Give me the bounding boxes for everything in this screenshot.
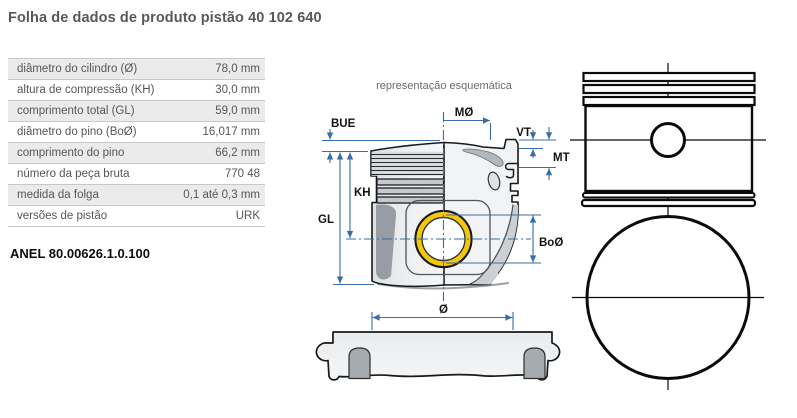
spec-value: 59,0 mm (215, 105, 260, 117)
spec-label: comprimento do pino (17, 147, 125, 159)
skirt-section (316, 332, 559, 380)
spec-value: URK (235, 210, 260, 222)
spec-label: comprimento total (GL) (17, 105, 135, 117)
table-row (8, 164, 265, 185)
top-view-circle (587, 217, 749, 379)
schematic-caption: representação esquemática (376, 80, 512, 92)
side-view-pin-hole (652, 124, 685, 157)
piston-cross-section (371, 140, 518, 289)
table-row (8, 206, 265, 227)
piston-right-half (444, 140, 518, 286)
spec-label: número da peça bruta (17, 168, 130, 180)
boss-shadow (376, 205, 396, 280)
ring-grooves (377, 179, 444, 203)
spec-value: 66,2 mm (215, 147, 260, 159)
skirt-slot-left (349, 348, 370, 379)
spec-label: diâmetro do pino (BoØ) (17, 126, 137, 138)
crown-underside (463, 149, 503, 166)
dim-label-mt: MT (553, 152, 570, 164)
spec-label: medida da folga (17, 189, 99, 201)
dim-label-kh: KH (354, 187, 371, 199)
spec-value: 0,1 até 0,3 mm (183, 189, 260, 201)
dim-label-boo: BoØ (539, 237, 564, 249)
ring-fine-lines (372, 155, 444, 175)
dim-label-o: Ø (439, 304, 448, 316)
groove-hook (506, 164, 518, 178)
dim-label-vt: VT (516, 127, 531, 139)
side-view-body (586, 106, 753, 191)
spec-label: versões de pistão (17, 210, 108, 222)
piston-left-half (371, 143, 444, 287)
piston-top-view (572, 217, 764, 379)
spec-label: altura de compressão (KH) (17, 84, 155, 96)
pin-bore (416, 211, 472, 267)
table-row (8, 80, 265, 101)
spec-label: diâmetro do cilindro (Ø) (17, 63, 138, 75)
spec-value: 78,0 mm (215, 63, 260, 75)
page-title: Folha de dados de produto pistão 40 102 640 (8, 10, 322, 26)
pin-window (406, 201, 490, 275)
dim-label-mo: MØ (454, 107, 474, 119)
table-row (8, 122, 265, 143)
dim-label-gl: GL (318, 214, 334, 226)
table-row (8, 101, 265, 122)
table-row (8, 59, 265, 80)
spec-value: 770 48 (224, 168, 260, 180)
skirt-slot-right (524, 348, 545, 379)
dimension-lines (322, 112, 556, 330)
spec-table (8, 58, 265, 227)
spec-value: 30,0 mm (215, 84, 260, 96)
oil-hole (486, 171, 501, 191)
table-row (8, 143, 265, 164)
dim-label-bue: BUE (331, 118, 356, 130)
table-row (8, 185, 265, 206)
spec-value: 16,017 mm (202, 126, 260, 138)
piston-side-view (570, 63, 766, 390)
ring-part-number: ANEL 80.00626.1.0.100 (10, 246, 150, 261)
